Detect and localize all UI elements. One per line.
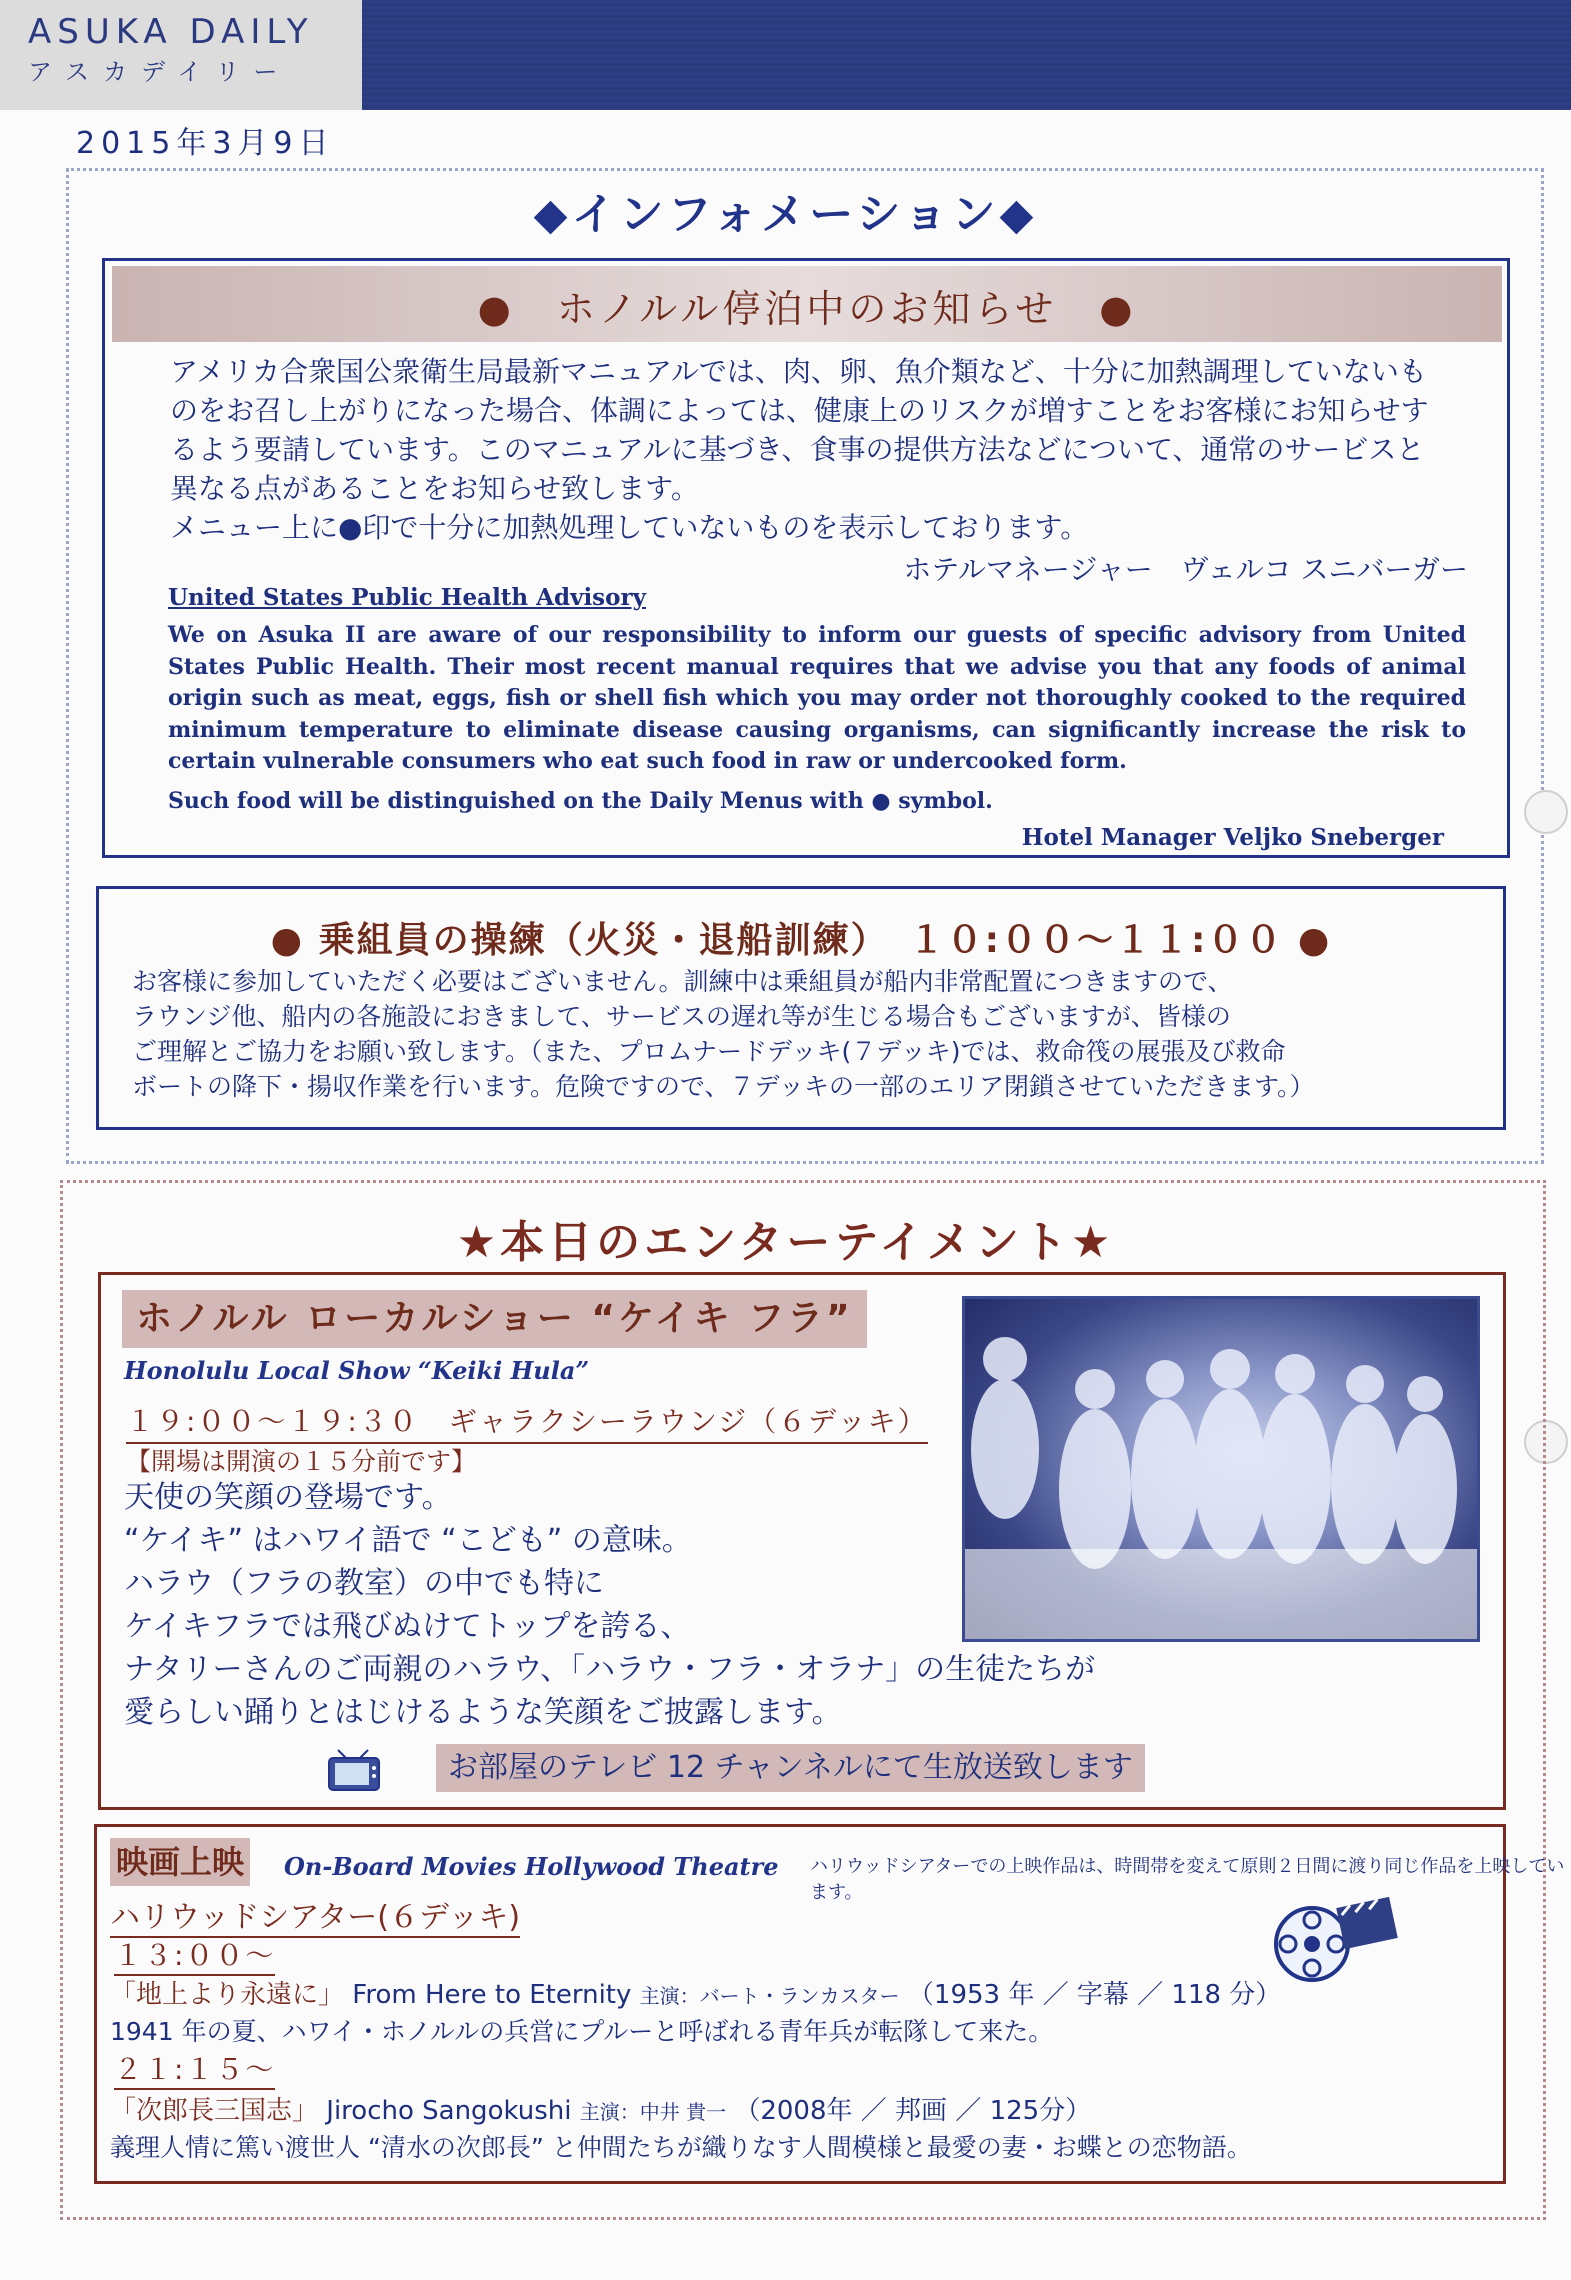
show-body-line: ケイキフラでは飛びぬけてトップを誇る、	[124, 1609, 691, 1644]
movie-time: １３:００～	[114, 1934, 275, 1976]
movie-time: ２１:１５～	[114, 2048, 275, 2090]
tv-icon	[326, 1748, 382, 1792]
advisory-heading: United States Public Health Advisory	[168, 584, 646, 611]
movie-title-jp: 「次郎長三国志」	[110, 2096, 319, 2126]
notice-jp-line: アメリカ合衆国公衆衛生局最新マニュアルでは、肉、卵、魚介類など、十分に加熱調理していないも	[170, 355, 1427, 388]
drill-line: ご理解とご協力をお願い致します。（また、プロムナードデッキ(７デッキ)では、救命筏の展張及び救命	[132, 1037, 1286, 1066]
movies-title-en: On-Board Movies Hollywood Theatre	[284, 1852, 779, 1881]
hula-dancers-photo	[962, 1296, 1480, 1642]
entertainment-title: ★本日のエンターテイメント★	[456, 1217, 1115, 1268]
movie-title-en: From Here to Eternity	[352, 1980, 632, 2010]
notice-jp-line: のをお召し上がりになった場合、体調によっては、健康上のリスクが増すことをお客様にお知らせす	[170, 394, 1429, 427]
show-body-line: ナタリーさんのご両親のハラウ、「ハラウ・フラ・オラナ」の生徒たちが	[124, 1652, 1096, 1687]
notice-jp-line: メニュー上に●印で十分に加熱処理していないものを表示しております。	[170, 511, 1089, 544]
movie-cast: 主演：中井 貴一	[579, 2100, 727, 2124]
notice-jp-line: るよう要請しています。このマニュアルに基づき、食事の提供方法などについて、通常のサービスと	[170, 433, 1425, 466]
show-title-en: Honolulu Local Show “Keiki Hula”	[124, 1356, 590, 1385]
movie-meta: （2008年 ／ 邦画 ／ 125分）	[734, 2096, 1092, 2126]
movie-title-en: Jirocho Sangokushi	[326, 2096, 572, 2126]
movie-cast: 主演：バート・ランカスター	[639, 1984, 900, 2008]
movies-title: 映画上映	[110, 1838, 250, 1886]
drill-line: ボートの降下・揚収作業を行います。危険ですので、７デッキの一部のエリア閉鎖させていただきます。）	[132, 1072, 1315, 1101]
show-open-note: 【開場は開演の１５分前です】	[126, 1447, 477, 1476]
show-time: １９:００～１９:３０ ギャラクシーラウンジ（６デッキ）	[126, 1400, 928, 1444]
information-title: ◆インフォメーション◆	[533, 189, 1038, 240]
notice-jp-line: 異なる点があることをお知らせ致します。	[170, 472, 699, 505]
brand-kana: アスカデイリー	[28, 58, 292, 86]
advisory-symbol-line: Such food will be distinguished on the Daily Menus with ● symbol.	[168, 788, 993, 814]
drill-heading: ● 乗組員の操練（火災・退船訓練） １０:００～１１:００ ●	[270, 920, 1332, 961]
movies-venue: ハリウッドシアター(６デッキ)	[110, 1892, 520, 1938]
advisory-manager: Hotel Manager Veljko Sneberger	[1021, 824, 1444, 851]
honolulu-notice-heading: ● ホノルル停泊中のお知らせ ●	[477, 287, 1137, 331]
movie-meta: （1953 年 ／ 字幕 ／ 118 分）	[907, 1980, 1282, 2010]
tv-broadcast-note: お部屋のテレビ 12 チャンネルにて生放送致します	[436, 1744, 1145, 1792]
advisory-body: We on Asuka II are aware of our responsibility to inform our guests of specific advisory from United States Public Health. Their most recent manual requires that we advise you that any foods of animal origin such as meat, eggs, fish or shell fish which you may order not thoroughly cooked to the required minimum temperature to eliminate disease causing organisms, can significantly increase the risk to certain vulnerable consumers who eat such food in raw or undercooked form.	[168, 622, 1466, 774]
hula-dancers-illustration	[965, 1299, 1477, 1639]
movie-title-line	[110, 2090, 1091, 2127]
show-body-line: ハラウ（フラの教室）の中でも特に	[124, 1566, 604, 1601]
movie-description: 1941 年の夏、ハワイ・ホノルルの兵営にプルーと呼ばれる青年兵が転隊して来た。	[110, 2017, 1054, 2046]
punch-hole	[1524, 790, 1568, 834]
drill-line: お客様に参加していただく必要はございません。訓練中は乗組員が船内非常配置につきますので、	[132, 967, 1233, 996]
film-reel-icon	[1270, 1888, 1400, 1984]
show-body-line: “ケイキ” はハワイ語で “こども” の意味。	[124, 1523, 692, 1558]
issue-date: 2015年3月9日	[76, 126, 335, 161]
notice-jp-manager: ホテルマネージャー ヴェルコ スニバーガー	[903, 553, 1468, 586]
show-body-line: 愛らしい踊りとはじけるような笑顔をご披露します。	[124, 1695, 842, 1730]
movie-title-line	[110, 1974, 1281, 2011]
movies-schedule-note: ハリウッドシアターでの上映作品は、時間帯を変えて原則２日間に渡り同じ作品を上映しています。	[810, 1856, 1565, 1903]
movie-description: 義理人情に篤い渡世人 “清水の次郎長” と仲間たちが織りなす人間模様と最愛の妻・お蝶との恋物語。	[110, 2133, 1252, 2162]
header-stripes	[362, 0, 1571, 110]
drill-line: ラウンジ他、船内の各施設におきまして、サービスの遅れ等が生じる場合もございますが、皆様の	[132, 1002, 1231, 1031]
movie-title-jp: 「地上より永遠に」	[110, 1980, 345, 2010]
brand-title: ASUKA DAILY	[28, 12, 314, 52]
show-title-jp: ホノルル ローカルショー “ケイキ フラ”	[122, 1290, 867, 1348]
show-body-line: 天使の笑顔の登場です。	[124, 1480, 452, 1515]
